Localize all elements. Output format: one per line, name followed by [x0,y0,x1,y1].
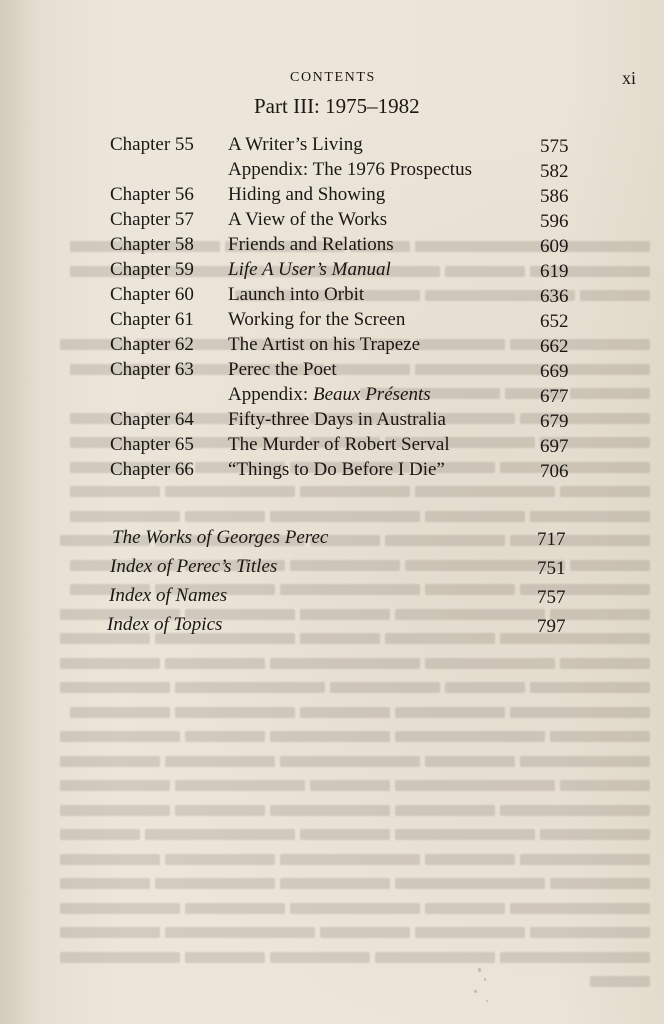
appendix-prefix: Appendix: [228,384,313,405]
toc-row [0,184,664,209]
toc-row [0,234,664,259]
chapter-title: Life A User’s Manual [228,259,391,280]
back-matter-title: The Works of Georges Perec [112,527,329,548]
chapter-page: 669 [540,361,569,382]
back-matter-row [0,556,664,581]
chapter-number: Chapter 64 [110,409,194,430]
toc-row [0,209,664,234]
running-head: CONTENTS [290,70,376,85]
appendix-title [228,384,431,406]
toc-row [0,159,664,184]
chapter-page: 609 [540,236,569,257]
back-matter-row [0,527,664,552]
chapter-page: 679 [540,411,569,432]
part-title: Part III: 1975–1982 [254,94,420,118]
chapter-number: Chapter 65 [110,434,194,455]
chapter-title: A Writer’s Living [228,134,363,155]
chapter-title: Working for the Screen [228,309,406,330]
chapter-title: The Artist on his Trapeze [228,334,421,355]
appendix-title: Appendix: The 1976 Prospectus [228,159,472,180]
paper-speck [478,968,481,972]
chapter-number: Chapter 59 [110,259,194,280]
chapter-title: Friends and Relations [228,234,394,255]
chapter-page: 619 [540,261,569,282]
chapter-page: 677 [540,386,569,407]
back-matter-page: 757 [537,587,566,608]
chapter-page: 596 [540,211,569,232]
chapter-number: Chapter 60 [110,284,194,305]
toc-row [0,334,664,359]
paper-speck [484,978,486,981]
chapter-title: Perec the Poet [228,359,337,380]
chapter-page: 697 [540,436,569,457]
chapter-title: The Murder of Robert Serval [228,434,450,455]
back-matter-title: Index of Perec’s Titles [110,556,278,577]
toc-row [0,459,664,484]
chapter-page: 582 [540,161,569,182]
chapter-page: 652 [540,311,569,332]
chapter-title: A View of the Works [228,209,388,230]
back-matter-page: 717 [537,529,566,550]
back-matter-page: 797 [537,616,566,637]
chapter-page: 662 [540,336,569,357]
chapter-number: Chapter 55 [110,134,194,155]
back-matter-title: Index of Topics [107,614,223,635]
chapter-page: 575 [540,136,569,157]
chapter-number: Chapter 56 [110,184,194,205]
toc-row [0,134,664,159]
back-matter-row [0,585,664,610]
chapter-number: Chapter 62 [110,334,194,355]
chapter-page: 586 [540,186,569,207]
toc-row [0,409,664,434]
chapter-number: Chapter 63 [110,359,194,380]
back-matter-row [0,614,664,639]
toc-row [0,384,664,409]
chapter-number: Chapter 61 [110,309,194,330]
chapter-page: 706 [540,461,569,482]
toc-row [0,359,664,384]
back-matter-page: 751 [537,558,566,579]
chapter-number: Chapter 57 [110,209,194,230]
chapter-number: Chapter 58 [110,234,194,255]
paper-speck [474,990,477,993]
toc-row [0,259,664,284]
page-number: xi [622,68,637,88]
chapter-title: Launch into Orbit [228,284,365,305]
chapter-number: Chapter 66 [110,459,194,480]
appendix-italic-title: Beaux Présents [312,384,431,405]
toc-row [0,284,664,309]
paper-speck [486,1000,488,1002]
chapter-title: “Things to Do Before I Die” [228,459,445,480]
chapter-title: Hiding and Showing [228,184,386,205]
toc-row [0,434,664,459]
toc-row [0,309,664,334]
back-matter-title: Index of Names [109,585,228,606]
chapter-title: Fifty-three Days in Australia [228,409,446,430]
chapter-page: 636 [540,286,569,307]
